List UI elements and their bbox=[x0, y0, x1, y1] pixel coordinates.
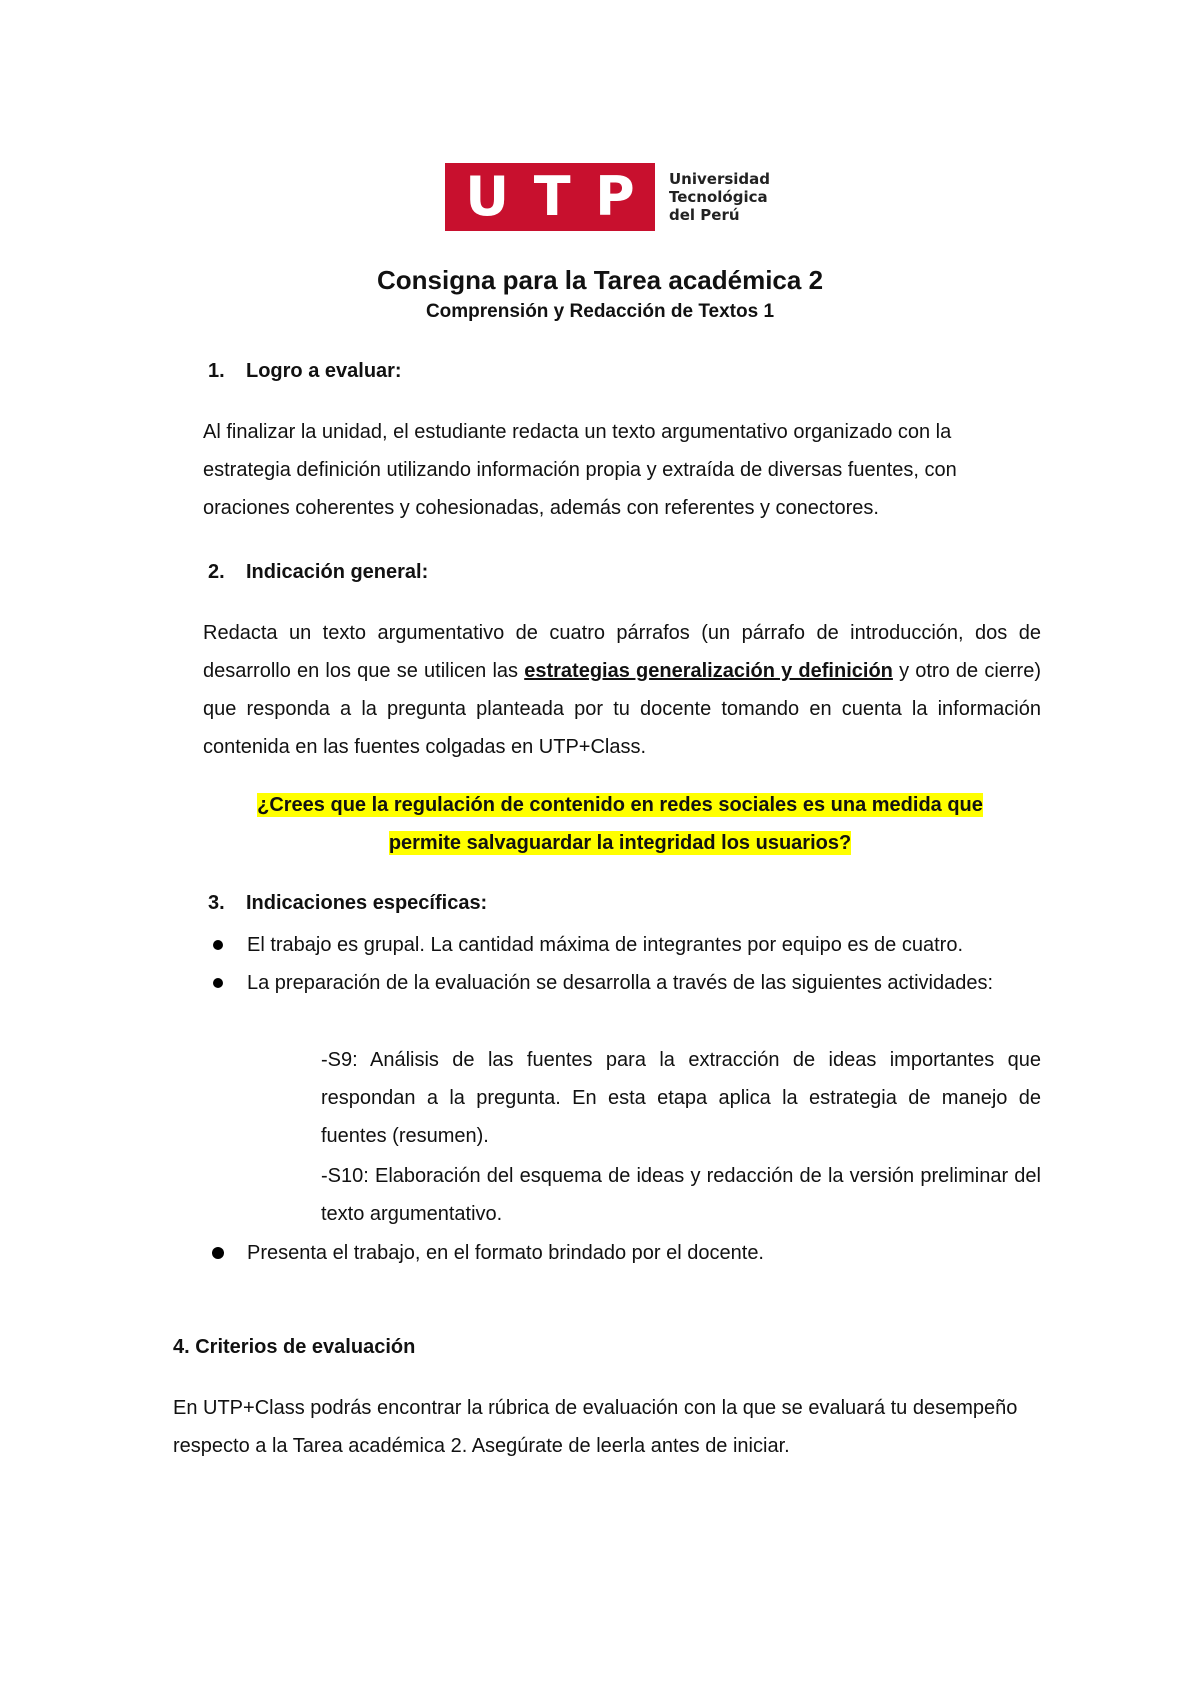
document-subtitle: Comprensión y Redacción de Textos 1 bbox=[425, 301, 775, 322]
section-number: 1. bbox=[208, 360, 225, 382]
utp-logo-mark bbox=[445, 163, 655, 231]
section-4-heading: 4. Criterios de evaluación bbox=[173, 1336, 416, 1358]
logo-name-line: Tecnológica bbox=[669, 188, 768, 206]
logo-letter-t: T bbox=[533, 165, 571, 228]
section-4-text: En UTP+Class podrás encontrar la rúbrica de evaluación con la que se evaluará tu desempeño respecto a la Tarea académica 2. Asegúrate de leerla antes de iniciar. bbox=[173, 1397, 1018, 1457]
document-title: Consigna para la Tarea académica 2 bbox=[376, 265, 824, 295]
logo-name-line: del Perú bbox=[669, 206, 740, 224]
logo-name-line: Universidad bbox=[669, 170, 771, 188]
section-1-text: Al finalizar la unidad, el estudiante redacta un texto argumentativo organizado con la estrategia definición utilizando información propia y extraída de diversas fuentes, con oraciones coherentes y cohesionadas, además con referentes y conectores. bbox=[203, 421, 957, 519]
logo-letter-p: P bbox=[595, 165, 635, 228]
question-line-1: ¿Crees que la regulación de contenido en redes sociales es una medida que bbox=[257, 794, 983, 816]
section-title: Logro a evaluar: bbox=[246, 360, 402, 382]
section-2-text bbox=[203, 614, 1041, 766]
section-1-heading bbox=[208, 360, 402, 383]
section-number: 3. bbox=[208, 892, 225, 914]
logo-letter-u: U bbox=[465, 165, 510, 228]
activity-s9: -S9: Análisis de las fuentes para la extracción de ideas importantes que respondan a la pregunta. En esta etapa aplica la estrategia de manejo de fuentes (resumen). bbox=[321, 1049, 1041, 1147]
bullet-icon bbox=[213, 940, 223, 950]
question-line-2: permite salvaguardar la integridad los usuarios? bbox=[388, 832, 852, 854]
strategies-emphasis: estrategias generalización y definición bbox=[524, 660, 893, 682]
section-2-heading bbox=[208, 561, 428, 584]
activity-s10: -S10: Elaboración del esquema de ideas y redacción de la versión preliminar del texto argumentativo. bbox=[321, 1165, 1041, 1225]
section-3-heading bbox=[208, 892, 487, 915]
bullet-item-1: El trabajo es grupal. La cantidad máxima de integrantes por equipo es de cuatro. bbox=[247, 934, 963, 956]
section-title: Indicaciones específicas: bbox=[246, 892, 488, 914]
bullet-icon bbox=[213, 978, 223, 988]
section-2-text-start: Redacta un texto argumentativo de cuatro párrafos (un párrafo de introducción, dos de desarrollo en los que se utilicen las bbox=[203, 622, 1041, 682]
logo-university-name bbox=[669, 170, 770, 224]
section-number: 2. bbox=[208, 561, 225, 583]
section-2-text-end: y otro de cierre) que responda a la pregunta planteada por tu docente tomando en cuenta la información contenida en las fuentes colgadas en UTP+Class. bbox=[203, 660, 1041, 758]
bullet-item-2: La preparación de la evaluación se desarrolla a través de las siguientes actividades: bbox=[247, 972, 994, 994]
utp-logo bbox=[445, 163, 770, 231]
section-title: Indicación general: bbox=[246, 561, 429, 583]
bullet-icon bbox=[212, 1247, 224, 1259]
bullet-item-3: Presenta el trabajo, en el formato brindado por el docente. bbox=[247, 1242, 764, 1264]
guiding-question bbox=[200, 786, 1040, 862]
